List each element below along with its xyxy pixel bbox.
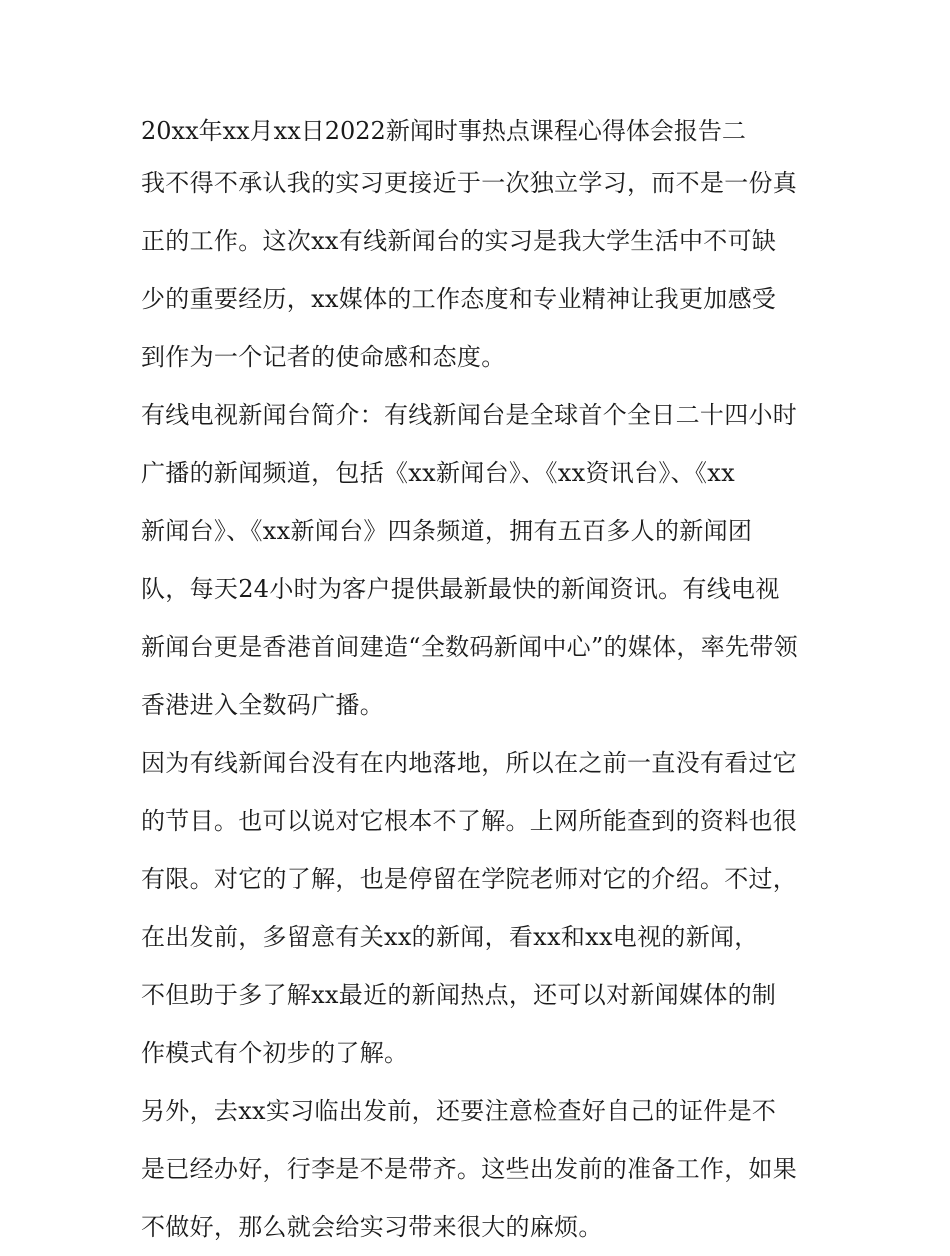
- paragraph-preparation: [141, 734, 813, 1082]
- text-line: 到作为一个记者的使命感和态度。: [141, 343, 506, 371]
- text-line: 因为有线新闻台没有在内地落地，所以在之前一直没有看过它: [141, 749, 798, 777]
- text-line: 在出发前，多留意有关xx的新闻，看xx和xx电视的新闻，: [141, 923, 759, 951]
- text-line: 另外，去xx实习临出发前，还要注意检查好自己的证件是不: [141, 1097, 777, 1125]
- text-line: 新闻台》、《xx新闻台》四条频道，拥有五百多人的新闻团: [141, 517, 753, 545]
- text-line: 不但助于多了解xx最近的新闻热点，还可以对新闻媒体的制: [141, 981, 777, 1009]
- document-body: [141, 108, 813, 1256]
- text-line: 我不得不承认我的实习更接近于一次独立学习，而不是一份真: [141, 169, 798, 197]
- text-line: 少的重要经历，xx媒体的工作态度和专业精神让我更加感受: [141, 285, 777, 313]
- text-line: 队，每天24小时为客户提供最新最快的新闻资讯。有线电视: [141, 575, 780, 603]
- text-line: 是已经办好，行李是不是带齐。这些出发前的准备工作，如果: [141, 1155, 798, 1183]
- document-title: 20xx年xx月xx日2022新闻时事热点课程心得体会报告二: [141, 117, 746, 145]
- paragraph-station-intro: [141, 386, 813, 734]
- text-line: 不做好，那么就会给实习带来很大的麻烦。: [141, 1213, 603, 1241]
- text-line: 的节目。也可以说对它根本不了解。上网所能查到的资料也很: [141, 807, 798, 835]
- text-line: 广播的新闻频道，包括《xx新闻台》、《xx资讯台》、《xx: [141, 459, 735, 487]
- text-line: 新闻台更是香港首间建造“全数码新闻中心”的媒体，率先带领: [141, 633, 798, 661]
- paragraph-documents-check: [141, 1082, 813, 1256]
- text-line: 有限。对它的了解，也是停留在学院老师对它的介绍。不过，: [141, 865, 798, 893]
- paragraph-internship-intro: [141, 154, 813, 386]
- text-line: 作模式有个初步的了解。: [141, 1039, 409, 1067]
- text-line: 正的工作。这次xx有线新闻台的实习是我大学生活中不可缺: [141, 227, 777, 255]
- text-line: 香港进入全数码广播。: [141, 691, 384, 719]
- text-line: 有线电视新闻台简介：有线新闻台是全球首个全日二十四小时: [141, 401, 798, 429]
